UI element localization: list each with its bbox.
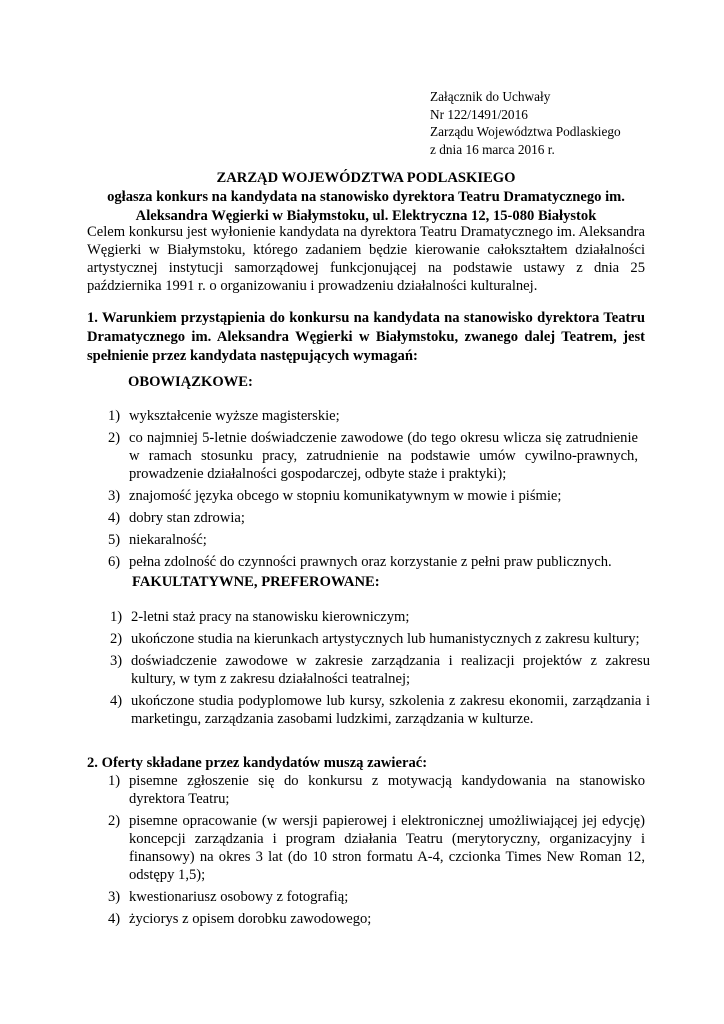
offer-requirements-list (108, 772, 645, 932)
intro-paragraph: Celem konkursu jest wyłonienie kandydata na dyrektora Teatru Dramatycznego im. Aleksandra Węgierki w Białymstoku, którego zadaniem będzie kierowanie całokształtem działalności artystycznej instytucji samorządowej funkcjonującej na podstawie ustawy z dnia 25 października 1991 r. o organizowaniu i prowadzeniu działalności kulturalnej. (87, 224, 645, 294)
list-number: 6) (108, 554, 121, 570)
list-item (108, 553, 638, 571)
list-text: pisemne zgłoszenie się do konkursu z motywacją kandydowania na stanowisko dyrektora Teatru; (129, 773, 645, 807)
list-number: 2) (108, 430, 121, 446)
list-item (108, 407, 638, 425)
list-text: niekaralność; (129, 532, 207, 548)
headline-line: Aleksandra Węgierki w Białymstoku, ul. Elektryczna 12, 15-080 Białystok (135, 208, 597, 224)
list-number: 1) (108, 773, 121, 789)
list-item (108, 487, 638, 505)
list-item (108, 772, 645, 808)
headline-line: ogłasza konkurs na kandydata na stanowisko dyrektora Teatru Dramatycznego im. (107, 189, 625, 205)
attachment-note (430, 88, 621, 158)
mandatory-heading: OBOWIĄZKOWE: (128, 374, 253, 390)
list-number: 1) (108, 408, 121, 424)
list-text: pełna zdolność do czynności prawnych oraz korzystanie z pełni praw publicznych. (129, 554, 612, 570)
optional-heading: FAKULTATYWNE, PREFEROWANE: (132, 574, 380, 590)
list-item (108, 910, 645, 928)
list-number: 1) (110, 609, 123, 625)
list-number: 4) (110, 693, 123, 709)
list-number: 3) (110, 653, 123, 669)
list-item (108, 429, 638, 483)
list-item (110, 608, 650, 626)
list-text: co najmniej 5-letnie doświadczenie zawodowe (do tego okresu wlicza się zatrudnienie w ramach stosunku pracy, zatrudnienie na podstawie umów cywilno-prawnych, prowadzenie działalności gospodarczej, odbyte staże i praktyki); (129, 430, 638, 482)
list-item (108, 509, 638, 527)
list-text: wykształcenie wyższe magisterskie; (129, 408, 340, 424)
list-number: 4) (108, 510, 121, 526)
list-number: 3) (108, 889, 121, 905)
list-text: kwestionariusz osobowy z fotografią; (129, 889, 349, 905)
attachment-line: Załącznik do Uchwały (430, 89, 551, 104)
headline-line: ZARZĄD WOJEWÓDZTWA PODLASKIEGO (216, 170, 516, 186)
mandatory-list (108, 407, 638, 575)
list-text: pisemne opracowanie (w wersji papierowej i elektronicznej umożliwiającej jej edycję) koncepcji zarządzania i program działania Teatru (merytoryczny, organizacyjny i finansowy) na okres 3 lat (do 10 stron formatu A-4, czcionka Times New Roman 12, odstępy 1,5); (129, 813, 645, 883)
attachment-line: z dnia 16 marca 2016 r. (430, 141, 555, 157)
list-text: doświadczenie zawodowe w zakresie zarządzania i realizacji projektów z zakresu kultury, w tym z zakresu działalności teatralnej; (131, 653, 650, 687)
list-item (108, 812, 645, 884)
list-item (110, 692, 650, 728)
attachment-line: Nr 122/1491/2016 (430, 106, 528, 122)
list-text: znajomość języka obcego w stopniu komunikatywnym w mowie i piśmie; (129, 488, 562, 504)
list-text: 2-letni staż pracy na stanowisku kierowniczym; (131, 609, 410, 625)
list-number: 5) (108, 532, 121, 548)
list-text: życiorys z opisem dorobku zawodowego; (129, 911, 372, 927)
attachment-line: Zarządu Województwa Podlaskiego (430, 124, 621, 139)
optional-list (110, 608, 650, 732)
list-item (108, 888, 645, 906)
list-number: 2) (110, 631, 123, 647)
section-1-title: 1. Warunkiem przystąpienia do konkursu na kandydata na stanowisko dyrektora Teatru Dramatycznego im. Aleksandra Węgierki w Białymstoku, zwanego dalej Teatrem, jest spełnienie przez kandydata następujących wymagań: (87, 310, 645, 364)
section-2-title: 2. Oferty składane przez kandydatów muszą zawierać: (87, 755, 428, 771)
list-item (110, 652, 650, 688)
list-item (108, 531, 638, 549)
list-item (110, 630, 650, 648)
list-number: 2) (108, 813, 121, 829)
announcement-headline (87, 169, 645, 226)
list-text: dobry stan zdrowia; (129, 510, 245, 526)
list-number: 3) (108, 488, 121, 504)
list-text: ukończone studia podyplomowe lub kursy, szkolenia z zakresu ekonomii, zarządzania i marketingu, zarządzania zasobami ludzkimi, zarządzania w kulturze. (131, 693, 650, 727)
list-text: ukończone studia na kierunkach artystycznych lub humanistycznych z zakresu kultury; (131, 631, 640, 647)
list-number: 4) (108, 911, 121, 927)
